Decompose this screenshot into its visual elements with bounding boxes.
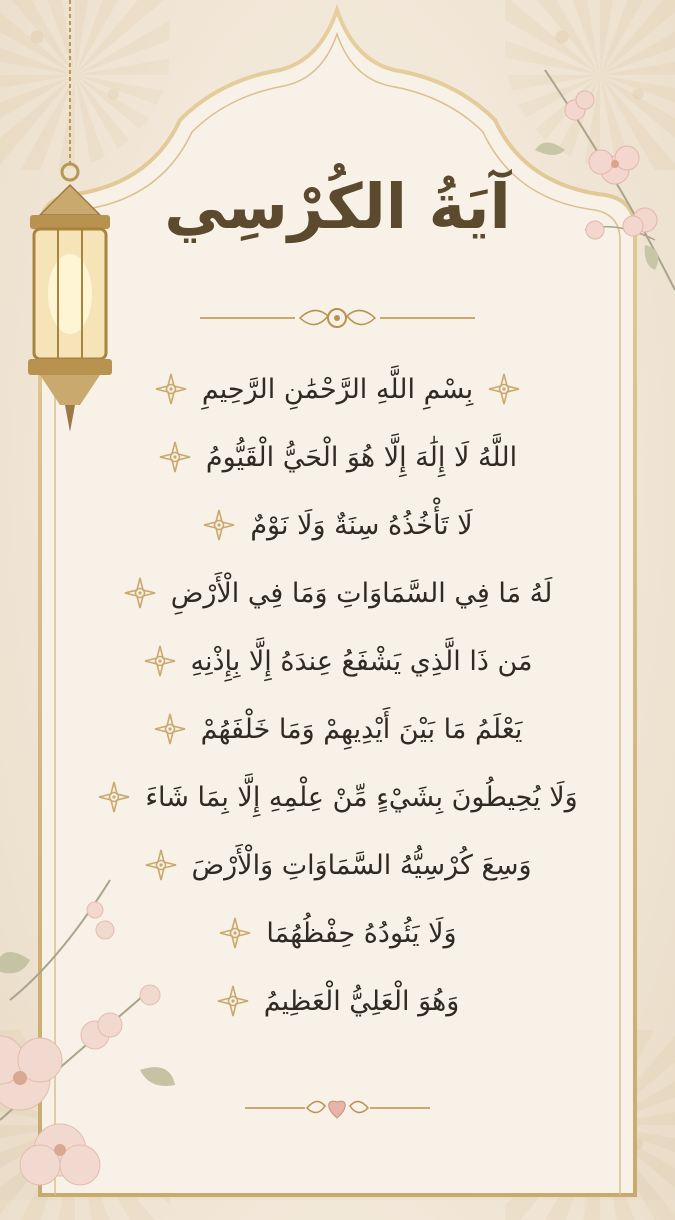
verse-line-text: لَهُ مَا فِي السَّمَاوَاتِ وَمَا فِي الْأَرْضِ <box>170 577 553 609</box>
verse-line <box>60 423 615 491</box>
verse-line-text: بِسْمِ اللَّهِ الرَّحْمَٰنِ الرَّحِيمِ <box>201 373 474 405</box>
verse-line-text: وَلَا يَئُودُهُ حِفْظُهُمَا <box>266 917 457 949</box>
verse-line <box>60 491 615 559</box>
gold-divider-ornament <box>200 298 475 338</box>
verse-line <box>60 355 615 423</box>
gold-flower-ornament-icon <box>202 508 236 542</box>
verse-line <box>60 967 615 1035</box>
verse-line-text: وَهُوَ الْعَلِيُّ الْعَظِيمُ <box>263 985 460 1017</box>
gold-flower-ornament-icon <box>97 780 131 814</box>
verse-line-text: لَا تَأْخُذُهُ سِنَةٌ وَلَا نَوْمٌ <box>250 509 473 541</box>
page-title: آيَةُ الكُرْسِي <box>164 170 511 243</box>
verse-line <box>60 695 615 763</box>
gold-flower-ornament-icon <box>216 984 250 1018</box>
verse-line <box>60 763 615 831</box>
gold-flower-ornament-icon <box>123 576 157 610</box>
gold-flower-ornament-icon <box>158 440 192 474</box>
gold-flower-ornament-icon <box>144 848 178 882</box>
verse-line <box>60 899 615 967</box>
verse-lines <box>60 355 615 1035</box>
gold-flower-ornament-icon <box>143 644 177 678</box>
gold-flower-ornament-icon <box>153 712 187 746</box>
verse-line <box>60 559 615 627</box>
verse-line-text: اللَّهُ لَا إِلَٰهَ إِلَّا هُوَ الْحَيُّ الْقَيُّومُ <box>205 441 518 473</box>
heart-divider-ornament <box>245 1088 430 1128</box>
gold-flower-ornament-icon <box>154 372 188 406</box>
verse-line <box>60 831 615 899</box>
verse-line <box>60 627 615 695</box>
gold-flower-ornament-icon <box>218 916 252 950</box>
verse-line-text: وَلَا يُحِيطُونَ بِشَيْءٍ مِّنْ عِلْمِهِ إِلَّا بِمَا شَاءَ <box>145 781 578 813</box>
verse-line-text: وَسِعَ كُرْسِيُّهُ السَّمَاوَاتِ وَالْأَرْضَ <box>191 849 532 881</box>
verse-line-text: يَعْلَمُ مَا بَيْنَ أَيْدِيهِمْ وَمَا خَلْفَهُمْ <box>200 713 523 745</box>
gold-flower-ornament-icon <box>487 372 521 406</box>
verse-line-text: مَن ذَا الَّذِي يَشْفَعُ عِندَهُ إِلَّا بِإِذْنِهِ <box>190 645 533 677</box>
